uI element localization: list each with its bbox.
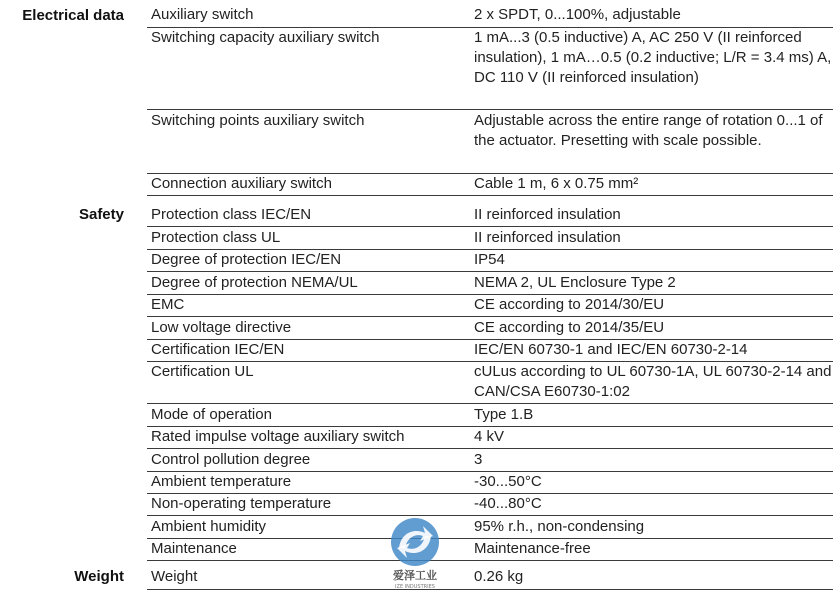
row-label: Low voltage directive [151,319,292,336]
row-label: Certification IEC/EN [151,341,285,358]
table-row [147,111,833,174]
section-safety: Safety [78,206,124,223]
row-value: -40...80°C [474,495,542,512]
row-value: cULus according to UL 60730-1A, UL 60730-2-14 and CAN/CSA E60730-1:02 [474,363,832,400]
row-label: Connection auxiliary switch [151,175,332,192]
row-label: Degree of protection NEMA/UL [151,274,358,291]
table-row [147,405,833,427]
table-row [147,340,833,362]
row-value: 4 kV [474,428,505,445]
row-value: Adjustable across the entire range of rotation 0...1 of the actuator. Presetting with scale possible. [474,112,823,149]
watermark-name: 爱泽工业 [393,569,437,582]
row-label: Mode of operation [151,406,272,423]
table-row [147,174,833,196]
table-row [147,427,833,449]
table-row [147,362,833,404]
row-value: II reinforced insulation [474,229,621,246]
ize-logo-icon [378,508,452,592]
table-row [147,318,833,340]
row-label: Protection class IEC/EN [151,206,312,223]
row-label: Rated impulse voltage auxiliary switch [151,428,405,445]
row-value: IEC/EN 60730-1 and IEC/EN 60730-2-14 [474,341,748,358]
row-label: Non-operating temperature [151,495,332,512]
row-label: Ambient temperature [151,473,292,490]
table-row [147,295,833,317]
table-row [147,228,833,250]
row-label: Weight [151,568,198,585]
row-label: Degree of protection IEC/EN [151,251,342,268]
row-label: Certification UL [151,363,254,380]
table-row [147,494,833,516]
row-value: Type 1.B [474,406,534,423]
table-row [147,273,833,295]
watermark-subtitle: IZE INDUSTRIES [395,584,435,590]
table-row [147,250,833,272]
row-value: Maintenance-free [474,540,591,557]
table-row [147,28,833,110]
row-value: 0.26 kg [474,568,524,585]
row-label: Ambient humidity [151,518,267,535]
row-value: 2 x SPDT, 0...100%, adjustable [474,6,681,23]
row-label: Maintenance [151,540,237,557]
row-value: Cable 1 m, 6 x 0.75 mm² [474,175,639,192]
row-label: Control pollution degree [151,451,311,468]
row-label: Auxiliary switch [151,6,254,23]
row-value: -30...50°C [474,473,542,490]
table-row [147,567,833,590]
row-value: CE according to 2014/35/EU [474,319,665,336]
row-value: II reinforced insulation [474,206,621,223]
row-value: 3 [474,451,483,468]
row-value: IP54 [474,251,505,268]
section-weight: Weight [74,568,124,585]
watermark-logo [378,508,452,592]
table-row [147,472,833,494]
row-value: 95% r.h., non-condensing [474,518,645,535]
table-row [147,450,833,472]
row-label: Protection class UL [151,229,281,246]
row-value: NEMA 2, UL Enclosure Type 2 [474,274,676,291]
table-row [147,5,833,28]
row-label: Switching points auxiliary switch [151,112,365,129]
table-row [147,539,833,561]
section-electrical-data: Electrical data [22,7,124,24]
row-label: Switching capacity auxiliary switch [151,29,380,46]
row-label: EMC [151,296,185,313]
row-value: CE according to 2014/30/EU [474,296,665,313]
row-value: 1 mA...3 (0.5 inductive) A, AC 250 V (II reinforced insulation), 1 mA…0.5 (0.2 inductive; L/R = 3.4 ms) A, DC 110 V (II reinforced insulation) [474,29,832,86]
table-row [147,517,833,539]
table-row [147,205,833,227]
